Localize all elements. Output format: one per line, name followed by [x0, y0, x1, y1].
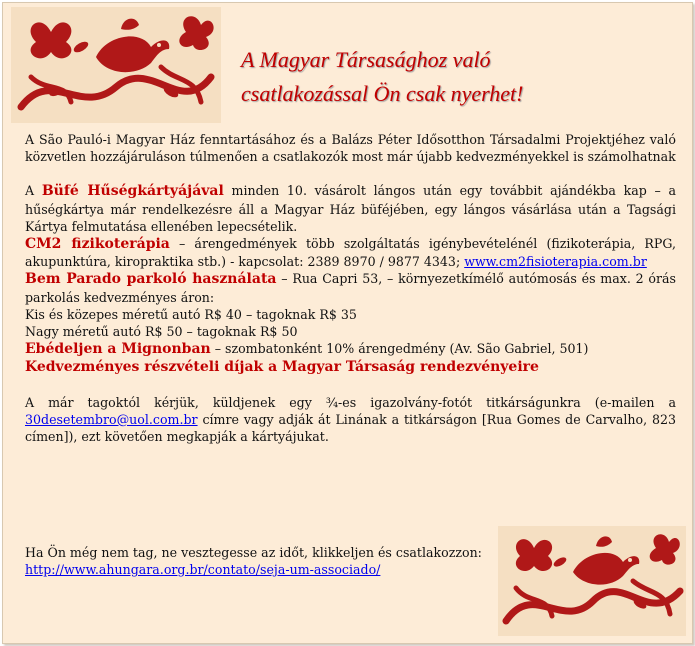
bem-title: Bem Parado parkoló használata: [25, 271, 277, 288]
events-title: Kedvezményes részvételi díjak a Magyar Társaság rendezvényeire: [25, 359, 539, 376]
flyer-frame: [2, 2, 693, 644]
photo-request-paragraph: [25, 394, 676, 446]
join-text: Ha Ön még nem tag, ne vesztegesse az időt, klikkeljen és csatlakozzon:: [25, 545, 482, 560]
bem-small-price: Kis és közepes méretű autó R$ 40 – tagoknak R$ 35: [25, 306, 357, 322]
page-title: [241, 43, 661, 111]
events-paragraph: [25, 358, 676, 376]
mignon-text: – szombatonként 10% árengedmény (Av. São Gabriel, 501): [210, 341, 589, 357]
embroidery-bird-motif-bottom: [498, 526, 686, 636]
join-link[interactable]: http://www.ahungara.org.br/contato/seja-um-associado/: [25, 562, 381, 578]
cm2-link[interactable]: www.cm2fisioterapia.com.br: [464, 254, 647, 270]
bufe-paragraph: [25, 182, 676, 235]
title-line-1: A Magyar Társasághoz való: [241, 47, 491, 72]
folk-embroidery-icon: [11, 7, 221, 123]
intro-paragraph: A São Pauló-i Magyar Ház fenntartásához és a Balázs Péter Idősotthon Társadalmi Projektjéhez való közvetlen hozzájáruláson túlmenően a csatlakozók most már újabb kedvezményekkel is számolhatnak: [25, 132, 676, 165]
mignon-title: Ebédeljen a Mignonban: [25, 341, 211, 358]
email-link[interactable]: 30desetembro@uol.com.br: [25, 411, 198, 427]
photo-text-1: A már tagoktól kérjük, küldjenek egy ¾-es igazolvány-fotót titkárságunkra (e-mailen a: [25, 394, 676, 410]
cm2-paragraph: [25, 235, 676, 270]
cm2-title: CM2 fizikoterápia: [25, 236, 170, 253]
bufe-text: minden 10. vásárolt lángos után egy továbbit ajándékba kap – a hűségkártya már rendelkezésre áll a Magyar Ház büféjében, egy lángos vásárlása után a Tagsági Kártya felmutatása ellenében lepecsételik.: [25, 183, 676, 234]
main-text: [25, 131, 676, 445]
cm2-text: – árengedmények több szolgáltatás igénybevételénél (fizikoterápia, RPG, akupunktúra, kiropraktika stb.) - kapcsolat: 2389 8970 / 9877 4343;: [25, 236, 676, 270]
bem-text: – Rua Capri 53, – környezetkímélő autómosás és max. 2 órás parkolás kedvezményes áron:: [25, 271, 676, 305]
photo-text-2: címre vagy adják át Linának a titkárságon [Rua Gomes de Carvalho, 823 címen]), ezt követően megkapják a kártyájukat.: [25, 411, 676, 445]
bufe-title: Büfé Hűségkártyájával: [41, 183, 224, 200]
embroidery-bird-motif: [11, 7, 221, 123]
mignon-paragraph: [25, 340, 676, 358]
bufe-prefix: A: [25, 183, 42, 199]
bem-large-price: Nagy méretű autó R$ 50 – tagoknak R$ 50: [25, 324, 298, 340]
bem-paragraph: [25, 270, 676, 305]
folk-embroidery-icon-bottom: [498, 526, 686, 636]
title-line-2: csatlakozással Ön csak nyerhet!: [241, 81, 524, 106]
join-paragraph: [25, 544, 485, 578]
